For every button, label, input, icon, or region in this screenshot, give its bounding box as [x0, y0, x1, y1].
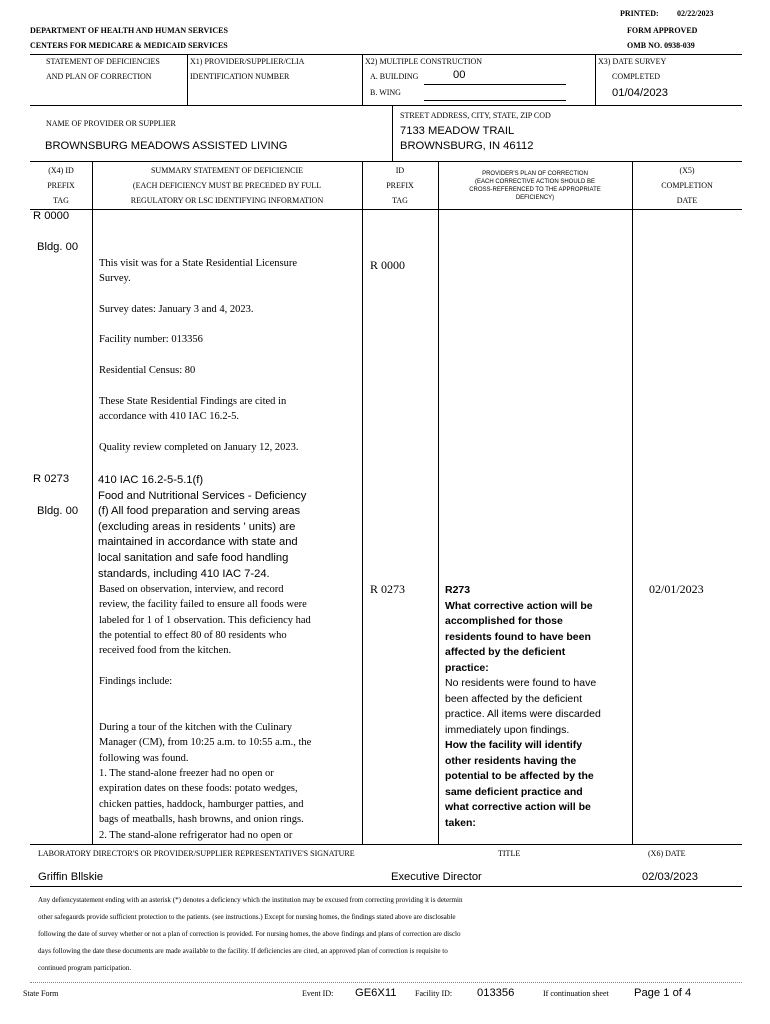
- vline-ident-3: [595, 54, 596, 105]
- plan-line: immediately upon findings.: [445, 723, 570, 736]
- x6-date-label: (X6) DATE: [648, 849, 686, 858]
- entry2-finding-line: review, the facility failed to ensure all foods were: [99, 599, 307, 611]
- vline-provider: [392, 105, 393, 161]
- x5-header-2: COMPLETION: [661, 181, 713, 190]
- signature-label: LABORATORY DIRECTOR'S OR PROVIDER/SUPPLIER REPRESENTATIVE'S SIGNATURE: [38, 849, 355, 858]
- building-value: 00: [453, 69, 466, 81]
- vline-ident-2: [362, 54, 363, 105]
- x5-header-3: DATE: [676, 196, 698, 205]
- rule-below-colhead: [30, 209, 742, 210]
- entry2-bldg: Bldg. 00: [37, 505, 79, 517]
- entry2-finding-line: labeled for 1 of 1 observation. This deficiency had: [99, 614, 311, 626]
- entry1-line: [99, 348, 298, 363]
- plan-line: No residents were found to have: [445, 677, 597, 689]
- plan-line: been affected by the deficient: [445, 692, 582, 705]
- building-label: A. BUILDING: [370, 72, 419, 81]
- x5-header-1: (X5): [679, 166, 695, 175]
- plan-header-1: PROVIDER'S PLAN OF CORRECTION: [482, 171, 588, 177]
- x2-label: X2) MULTIPLE CONSTRUCTION: [365, 57, 483, 66]
- plan-line: same deficient practice and: [445, 785, 583, 798]
- entry1-line: Facility number: 013356: [99, 334, 203, 346]
- entry1-line: accordance with 410 IAC 16.2-5.: [99, 410, 239, 422]
- entry2-finding-line: received food from the kitchen.: [99, 645, 232, 657]
- entry2-finding-line: the potential to effect 80 of 80 residents who: [99, 630, 287, 642]
- entry1-line: Quality review completed on January 12, 2023.: [99, 441, 299, 453]
- entry1-line: Residential Census: 80: [99, 365, 196, 377]
- signer-title: Executive Director: [391, 871, 482, 883]
- vline-ident-1: [187, 54, 188, 105]
- provider-name: BROWNSBURG MEADOWS ASSISTED LIVING: [45, 140, 288, 152]
- entry2-rule-line: standards, including 410 IAC 7-24.: [98, 567, 270, 580]
- vline-col-3: [438, 161, 439, 844]
- x1-label-2: IDENTIFICATION NUMBER: [190, 72, 290, 81]
- event-id-value: GE6X11: [355, 987, 397, 999]
- entry1-line: Survey dates: January 3 and 4, 2023.: [99, 303, 254, 315]
- plan-line: How the facility will identify: [445, 739, 583, 751]
- statement-label-2: AND PLAN OF CORRECTION: [46, 72, 152, 81]
- entry2-rule-line: Food and Nutritional Services - Deficiency: [98, 489, 307, 502]
- address-line-1: 7133 MEADOW TRAIL: [400, 125, 515, 137]
- printed-label: PRINTED:: [620, 9, 659, 18]
- plan-header-2: (EACH CORRECTIVE ACTION SHOULD BE: [474, 179, 596, 185]
- plan-header-3: CROSS-REFERENCED TO THE APPROPRIATE: [469, 187, 601, 193]
- entry2-finding-line: 2. The stand-alone refrigerator had no open or: [99, 829, 293, 841]
- id-header-3: TAG: [392, 196, 408, 205]
- summary-header-1: SUMMARY STATEMENT OF DEFICIENCIE: [150, 166, 304, 175]
- page-number: Page 1 of 4: [634, 987, 692, 999]
- signer-name: Griffin Bllskie: [38, 871, 104, 883]
- plan-line: practice:: [445, 661, 489, 674]
- wing-label: B. WING: [370, 88, 401, 97]
- building-underline: [424, 84, 566, 85]
- rule-above-footer: [30, 982, 742, 983]
- entry2-rule-line: 410 IAC 16.2-5-5.1(f): [98, 474, 204, 486]
- x4-header-1: (X4) ID: [48, 166, 74, 175]
- survey-completed-date: 01/04/2023: [612, 87, 668, 99]
- disclaimer-line: Any defiencystatement ending with an asterisk (*) denotes a deficiency which the institution may be excused from correcting providing it is determin: [38, 896, 463, 904]
- x3-label-1: X3) DATE SURVEY: [598, 57, 667, 66]
- entry2-finding-line: [99, 659, 311, 674]
- rule-above-signature: [30, 844, 742, 845]
- summary-header-3: REGULATORY OR LSC IDENTIFYING INFORMATION: [130, 196, 324, 205]
- entry1-line: [99, 424, 298, 439]
- plan-line: what corrective action will be: [445, 801, 591, 813]
- disclaimer-line: days following the date these documents are made available to the facility. If deficiencies are cited, an approved plan of correction is requisite to: [38, 947, 448, 956]
- entry2-finding-line: Findings include:: [99, 676, 173, 688]
- entry1-bldg: Bldg. 00: [37, 241, 79, 253]
- entry2-finding-line: During a tour of the kitchen with the Culinary: [99, 722, 293, 734]
- entry2-plan-text: [445, 583, 601, 831]
- disclaimer-line: following the date of survey whether or not a plan of correction is provided. For nursing homes, the above findings and plans of correction are disclo: [38, 930, 461, 939]
- rule-top: [30, 54, 742, 55]
- entry2-finding-line: Based on observation, interview, and record: [99, 584, 284, 595]
- entry2-right-tag: R 0273: [370, 582, 406, 596]
- entry2-finding-line: chicken patties, haddock, hamburger patties, and: [99, 798, 304, 810]
- id-header-1: ID: [395, 166, 405, 175]
- entry1-line: [99, 317, 298, 332]
- rule-below-provider: [30, 161, 742, 162]
- centers-title: CENTERS FOR MEDICARE & MEDICAID SERVICES: [30, 41, 228, 50]
- entry1-line: These State Residential Findings are cited in: [99, 395, 287, 407]
- entry2-tag: R 0273: [33, 473, 70, 485]
- disclaimer-line: continued program participation.: [38, 964, 132, 973]
- printed-date: 02/22/2023: [677, 9, 714, 18]
- id-header-2: PREFIX: [386, 181, 414, 190]
- entry1-right-tag: R 0000: [370, 258, 406, 272]
- wing-underline: [424, 100, 566, 101]
- facility-id-value: 013356: [477, 987, 515, 999]
- title-label: TITLE: [498, 849, 521, 858]
- entry2-rule-line: local sanitation and safe food handling: [98, 551, 289, 564]
- entry2-finding-line: bags of meatballs, hash browns, and onion rings.: [99, 814, 304, 826]
- entry1-line: [99, 287, 298, 302]
- rule-below-ident: [30, 105, 742, 106]
- entry2-finding-line: [99, 689, 311, 704]
- address-label: STREET ADDRESS, CITY, STATE, ZIP COD: [400, 111, 551, 120]
- department-title: DEPARTMENT OF HEALTH AND HUMAN SERVICES: [30, 26, 228, 35]
- plan-line: potential to be affected by the: [445, 770, 594, 782]
- entry1-text: [99, 256, 298, 455]
- signature-date: 02/03/2023: [642, 871, 698, 883]
- entry1-tag: R 0000: [33, 210, 70, 222]
- entry2-findings-text: [99, 582, 311, 843]
- state-form-label: State Form: [23, 989, 59, 998]
- omb-number: OMB NO. 0938-039: [627, 41, 695, 50]
- vline-col-2: [362, 161, 363, 844]
- plan-line: accomplished for those: [445, 615, 563, 627]
- vline-col-4: [632, 161, 633, 844]
- x1-label-1: X1) PROVIDER/SUPPLIER/CLIA: [190, 57, 305, 66]
- statement-label-1: STATEMENT OF DEFICIENCIES: [46, 57, 160, 66]
- entry2-rule-line: (f) All food preparation and serving areas: [98, 505, 301, 518]
- continuation-label: If continuation sheet: [543, 989, 609, 998]
- entry2-finding-line: following was found.: [99, 752, 189, 764]
- disclaimer-line: other safegaurds provide sufficient protection to the patients. (see instructions.) Except for nursing homes, the findings stated above are disclosable: [38, 913, 456, 922]
- entry2-rule-text: [98, 473, 306, 582]
- entry1-line: Survey.: [99, 273, 131, 285]
- x4-header-3: TAG: [53, 196, 69, 205]
- entry1-line: This visit was for a State Residential Licensure: [99, 258, 297, 269]
- plan-line: taken:: [445, 816, 476, 829]
- entry2-finding-line: [99, 705, 311, 720]
- event-id-label: Event ID:: [302, 989, 334, 998]
- summary-header-2: (EACH DEFICIENCY MUST BE PRECEDED BY FULL: [132, 181, 322, 190]
- entry2-finding-line: expiration dates on these foods: potato wedges,: [99, 783, 298, 795]
- plan-line: affected by the deficient: [445, 646, 566, 658]
- entry1-line: [99, 378, 298, 393]
- address-line-2: BROWNSBURG, IN 46112: [400, 140, 534, 152]
- plan-line: R273: [445, 584, 471, 596]
- plan-line: other residents having the: [445, 754, 577, 767]
- entry2-finding-line: Manager (CM), from 10:25 a.m. to 10:55 a.m., the: [99, 737, 312, 749]
- entry2-completion-date: 02/01/2023: [649, 582, 704, 596]
- provider-name-label: NAME OF PROVIDER OR SUPPLIER: [46, 119, 176, 128]
- x4-header-2: PREFIX: [47, 181, 75, 190]
- rule-below-signature: [30, 886, 742, 887]
- entry2-finding-line: 1. The stand-alone freezer had no open or: [99, 768, 274, 780]
- vline-col-1: [92, 161, 93, 844]
- plan-line: What corrective action will be: [445, 599, 593, 612]
- plan-line: residents found to have been: [445, 630, 591, 643]
- plan-header-4: DEFICIENCY): [515, 195, 555, 201]
- plan-line: practice. All items were discarded: [445, 708, 601, 720]
- facility-id-label: Facility ID:: [415, 989, 453, 998]
- form-approved: FORM APPROVED: [627, 26, 698, 35]
- x3-label-2: COMPLETED: [612, 72, 660, 81]
- disclaimer-text: [38, 892, 463, 977]
- entry2-rule-line: (excluding areas in residents ' units) are: [98, 520, 296, 533]
- entry2-rule-line: maintained in accordance with state and: [98, 536, 298, 549]
